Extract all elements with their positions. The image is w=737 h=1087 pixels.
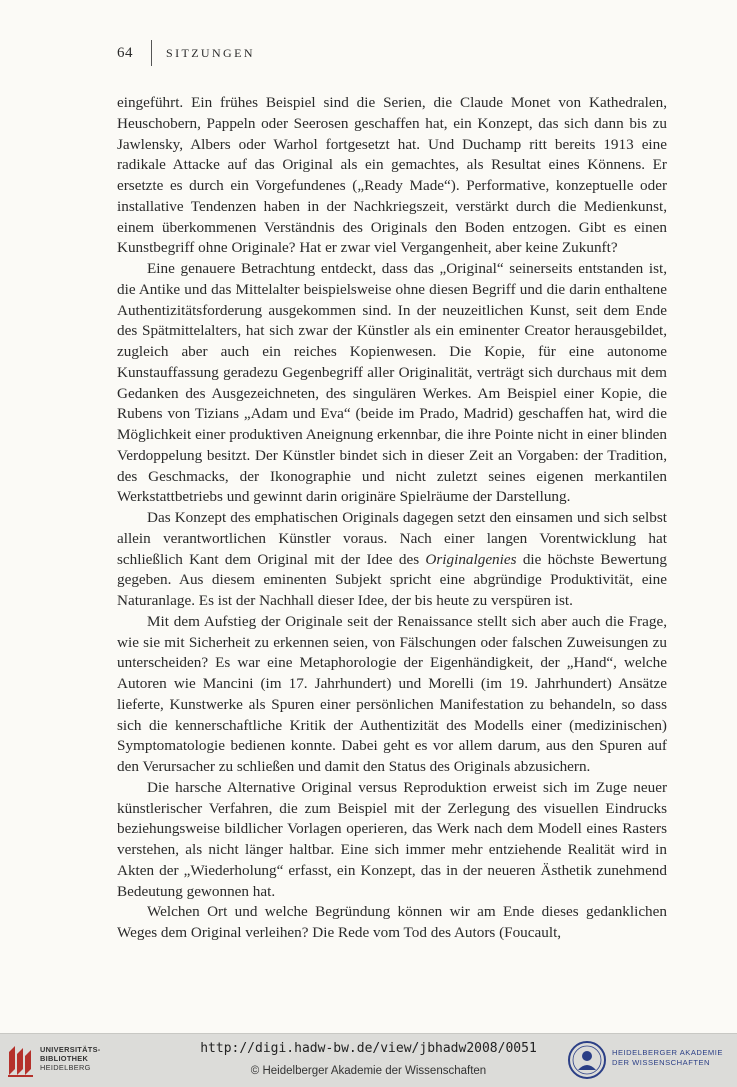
header-divider bbox=[151, 40, 152, 66]
library-name-line-2: BIBLIOTHEK bbox=[40, 1054, 89, 1063]
viewer-footer bbox=[0, 1033, 737, 1087]
copyright-notice: © Heidelberger Akademie der Wissenschaften bbox=[250, 1065, 487, 1077]
library-name-line-1: UNIVERSITÄTS- bbox=[40, 1045, 101, 1054]
paragraph-3-part-1: Das Konzept des emphatischen Originals dagegen setzt den einsamen und sich selbst allein verantwortlichen Künstler voraus. Nach einer langen Vorentwicklung hat schließlich Kant dem Original mit der Idee des bbox=[117, 509, 667, 568]
paragraph-3-part-2: die höchste Bewertung gegeben. Aus diesem eminenten Subjekt spricht eine abgründige Produktivität, eine Naturanlage. Es ist der Nachhall dieser Idee, der bis heute zu verspüren ist. bbox=[117, 550, 667, 609]
paragraph-6: Welchen Ort und welche Begründung können wir am Ende dieses gedanklichen Weges dem Original verleihen? Die Rede vom Tod des Autors (Foucault, bbox=[117, 903, 667, 941]
paragraph-1: eingeführt. Ein frühes Beispiel sind die Serien, die Claude Monet von Kathedralen, Heuschobern, Pappeln oder Seerosen geschaffen hat, ein Konzept, das sich dann bis zu Jawlensky, Albers oder Warhol fortgesetzt hat. Und Duchamp ritt bereits 1913 eine radikale Attacke auf das Original als ein gemachtes, als Resultat eines Könnens. Er ersetzte es durch ein Vorgefundenes („Ready Made“). Performative, konzeptuelle oder installative Tendenzen haben in der Nachkriegszeit, verstärkt durch die Medienkunst, einem überkommenen Verständnis des Originals den Boden entzogen. Gibt es einen Kunstbegriff ohne Originale? Hat er zwar viel Vergangenheit, aber keine Zukunft? bbox=[117, 94, 667, 257]
body-text bbox=[117, 93, 667, 944]
academy-seal-icon bbox=[567, 1040, 607, 1080]
permalink-url[interactable]: http://digi.hadw-bw.de/view/jbhadw2008/0051 bbox=[200, 1041, 537, 1056]
paragraph-2: Eine genauere Betrachtung entdeckt, dass das „Original“ seinerseits entstanden ist, die Antike und das Mittelalter beispielsweise ohne diesen Begriff und die darin enthaltene Authentizitätsforderung ausgekommen sind. In der neuzeitlichen Kunst, seit dem Ende des Spätmittelalters, hat sich zwar der Künstler als ein eminenter Creator herausgebildet, zugleich aber auch ein reiches Kopienwesen. Die Kopie, für eine autonome Kunstauffassung geradezu Gegenbegriff aller Originalität, verträgt sich durchaus mit dem Gedanken des Ausgezeichneten, des singulären Werkes. Am Beispiel einer Kopie, die Rubens von Tizians „Adam und Eva“ (beide im Prado, Madrid) geschaffen hat, wird die Möglichkeit einer produktiven Aneignung erkennbar, die ihre Pointe nicht in einer blinden Verdoppelung besitzt. Der Künstler bindet sich in dieser Zeit an Vorgaben: der Tradition, des Geschmacks, der Ikonographie und nicht zuletzt seines eigenen merkantilen Werkstattbetriebs und gewinnt darin originäre Spielräume der Darstellung. bbox=[117, 260, 667, 506]
paragraph-4: Mit dem Aufstieg der Originale seit der Renaissance stellt sich aber auch die Frage, wie sie mit Sicherheit zu erkennen seien, von Fälschungen oder falschen Zuweisungen zu unterscheiden? Es war eine Metaphorologie der Eigenhändigkeit, der „Hand“, welche Autoren wie Mancini (im 17. Jahrhundert) und Morelli (im 19. Jahrhundert) Ansätze lieferte, Kunstwerke als Spuren einer persönlichen Manifestation zu behandeln, so dass sich die kennerschaftliche Kritik der Authentizität des Modells einer (medizinischen) Symptomatologie bedienen konnte. Dabei geht es vor allem darum, aus den Spuren auf den Verursacher zu schließen und damit den Status des Originals abzusichern. bbox=[117, 612, 667, 775]
page-number: 64 bbox=[117, 44, 133, 61]
italic-term: Originalgenies bbox=[425, 550, 517, 568]
section-title: SITZUNGEN bbox=[166, 45, 255, 60]
library-name-line-3: HEIDELBERG bbox=[40, 1063, 91, 1072]
academy-name-line-1: HEIDELBERGER AKADEMIE bbox=[612, 1048, 723, 1057]
paragraph-3 bbox=[117, 508, 667, 612]
academy-name bbox=[612, 1048, 723, 1068]
paragraph-5: Die harsche Alternative Original versus Reproduktion erweist sich im Zuge neuer künstlerischer Verfahren, die zum Beispiel mit der Zerlegung des visuellen Eindrucks beziehungsweise bildlicher Vorlagen operieren, das Werk nach dem Modell eines Rasters verstehen, als nicht länger haltbar. Eine sich immer mehr entziehende Realität wird in Akten der „Wiederholung“ erfasst, ein Konzept, das in der neueren Ästhetik zunehmend Bedeutung gewonnen hat. bbox=[117, 778, 667, 900]
running-head bbox=[117, 40, 255, 66]
academy-name-line-2: DER WISSENSCHAFTEN bbox=[612, 1058, 711, 1067]
